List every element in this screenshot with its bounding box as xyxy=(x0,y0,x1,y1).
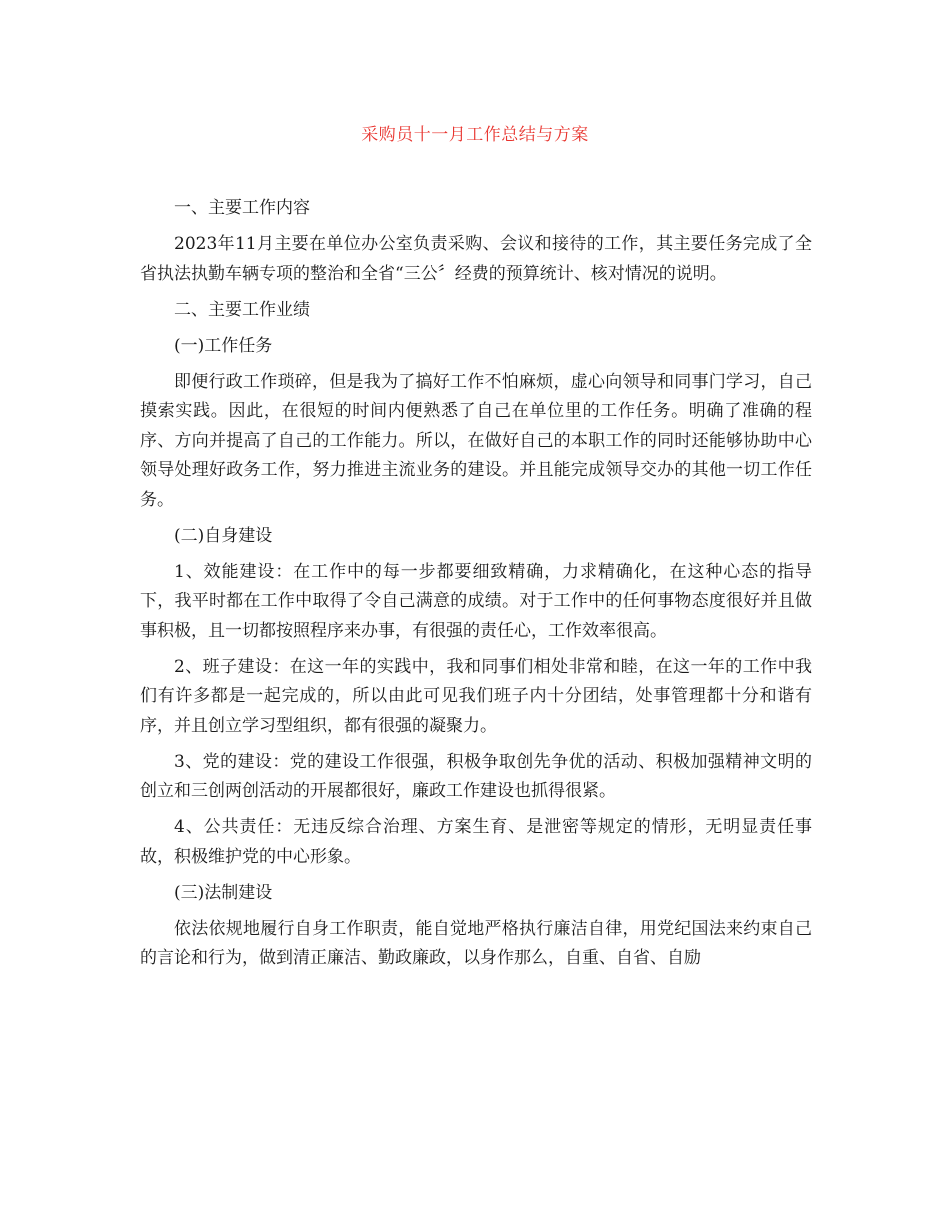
paragraph-legal: 依法依规地履行自身工作职责，能自觉地严格执行廉洁自律，用党纪国法来约束自己的言论和行为，做到清正廉洁、勤政廉政，以身作那么，自重、自省、自励 xyxy=(140,918,812,968)
subsection-heading-legal: (三)法制建设 xyxy=(174,882,273,903)
document-body xyxy=(140,194,812,980)
section-heading-achievements: 二、主要工作业绩 xyxy=(174,299,310,320)
subsection-heading-self-building: (二)自身建设 xyxy=(174,525,273,546)
paragraph-tasks: 即便行政工作琐碎，但是我为了搞好工作不怕麻烦，虚心向领导和同事门学习，自己摸索实践。因此，在很短的时间内便熟悉了自己在单位里的工作任务。明确了准确的程序、方向并提高了自己的工作能力。所以，在做好自己的本职工作的同时还能够协助中心领导处理好政务工作，努力推进主流业务的建设。并且能完成领导交办的其他一切工作任务。 xyxy=(140,371,812,510)
paragraph-team: 2、班子建设：在这一年的实践中，我和同事们相处非常和睦，在这一年的工作中我们有许多都是一起完成的，所以由此可见我们班子内十分团结，处事管理都十分和谐有序，并且创立学习型组织，都有很强的凝聚力。 xyxy=(140,656,812,736)
subsection-heading-tasks: (一)工作任务 xyxy=(174,335,273,356)
paragraph-efficiency: 1、效能建设：在工作中的每一步都要细致精确，力求精确化，在这种心态的指导下，我平时都在工作中取得了令自己满意的成绩。对于工作中的任何事物态度很好并且做事积极，且一切都按照程序来办事，有很强的责任心，工作效率很高。 xyxy=(140,561,812,641)
document-title: 采购员十一月工作总结与方案 xyxy=(361,125,589,145)
section-heading-main-content: 一、主要工作内容 xyxy=(174,198,310,218)
paragraph-public-responsibility: 4、公共责任：无违反综合治理、方案生育、是泄密等规定的情形，无明显责任事故，积极维护党的中心形象。 xyxy=(140,817,812,867)
paragraph-party: 3、党的建设：党的建设工作很强，积极争取创先争优的活动、积极加强精神文明的创立和三创两创活动的开展都很好，廉政工作建设也抓得很紧。 xyxy=(140,751,812,801)
paragraph-main-content: 2023年11月主要在单位办公室负责采购、会议和接待的工作，其主要任务完成了全省执法执勤车辆专项的整治和全省“三公〞经费的预算统计、核对情况的说明。 xyxy=(140,234,812,284)
